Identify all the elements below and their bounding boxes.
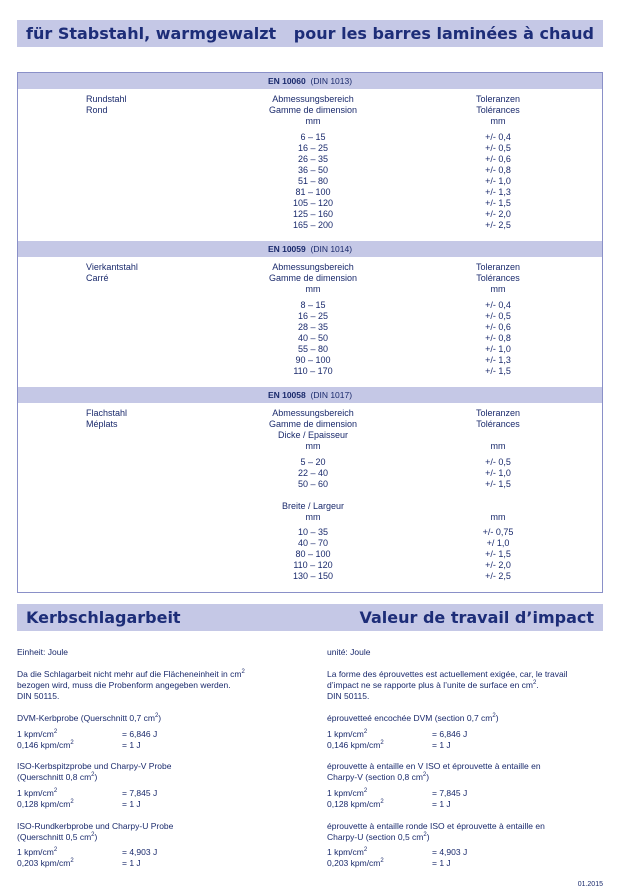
conv-key: 1 kpm/cm: [17, 788, 54, 798]
conv-value: = 4,903 J: [122, 847, 158, 857]
standard-code: EN 10060: [267, 76, 306, 86]
tolerance-cell: +/- 1,5: [485, 549, 511, 559]
conv-key: 0,203 kpm/cm: [327, 858, 381, 868]
section-header-en10060: [18, 73, 602, 89]
superscript: 2: [91, 772, 95, 779]
tolerance-cell: +/- 1,0: [485, 344, 511, 354]
tolerance-cell: +/- 0,75: [482, 527, 514, 537]
intro-fr: [327, 669, 568, 702]
range-cell: 40 – 50: [297, 333, 329, 343]
superscript: 2: [380, 858, 384, 865]
conv-value: = 1 J: [432, 858, 451, 868]
standard-code: EN 10058: [267, 390, 306, 400]
tolerance-header-line: Tolérances: [476, 419, 520, 429]
range-cell: 51 – 80: [297, 176, 329, 186]
range-header-line: mm: [305, 116, 321, 126]
range-cell: 130 – 150: [292, 571, 334, 581]
width-header-line: mm: [305, 512, 321, 522]
superscript: 2: [363, 788, 368, 795]
intro-line: DIN 50115.: [17, 691, 60, 701]
header-title-fr: pour les barres laminées à chaud: [293, 24, 594, 43]
range-header-line: Abmessungsbereich: [272, 408, 354, 418]
range-cell: 165 – 200: [292, 220, 334, 230]
range-cell: 90 – 100: [295, 355, 331, 365]
tolerance-list: [443, 132, 553, 231]
block-head-line: (Querschnitt 0,8 cm: [17, 772, 92, 782]
conversion-de: [17, 729, 157, 751]
standard-code: EN 10059: [267, 244, 306, 254]
width-range-list: [213, 527, 413, 582]
tolerance-cell: +/- 0,5: [485, 311, 511, 321]
width-tolerance-unit: mm: [490, 512, 506, 522]
tolerance-header: [443, 262, 553, 295]
tolerance-cell: +/- 2,0: [485, 560, 511, 570]
label-de: Rundstahl: [86, 94, 127, 104]
header-band: [17, 20, 603, 47]
range-header: [213, 262, 413, 295]
intro-line: DIN 50115.: [327, 691, 370, 701]
label-de: Vierkantstahl: [86, 262, 138, 272]
section-label: [86, 262, 138, 284]
tolerance-cell: +/- 1,5: [485, 198, 511, 208]
range-cell: 81 – 100: [295, 187, 331, 197]
block-head-line: ): [426, 832, 430, 842]
range-list: [213, 457, 413, 490]
conv-key: 1 kpm/cm: [327, 788, 364, 798]
range-list: [213, 132, 413, 231]
block-head-de: [17, 761, 172, 783]
range-cell: 110 – 170: [293, 366, 333, 376]
section-label: [86, 408, 127, 430]
unit-fr: unité: Joule: [327, 647, 371, 657]
range-header-line: Gamme de dimension: [268, 419, 358, 429]
conv-value: = 1 J: [122, 740, 141, 750]
tolerance-header: [443, 408, 553, 452]
range-header-line: Abmessungsbereich: [272, 262, 354, 272]
range-header: [213, 408, 413, 452]
range-cell: 50 – 60: [297, 479, 329, 489]
tolerance-header-line: Toleranzen: [475, 408, 521, 418]
section-header-en10058: [18, 387, 602, 403]
superscript: 2: [533, 680, 537, 687]
tolerance-list: [443, 300, 553, 377]
superscript: 2: [492, 713, 496, 720]
superscript: 2: [53, 847, 58, 854]
block-head-line: (Querschnitt 0,5 cm: [17, 832, 92, 842]
block-head-line: ): [495, 713, 499, 723]
range-cell: 8 – 15: [300, 300, 326, 310]
superscript: 2: [363, 729, 368, 736]
footer-date: 01.2015: [577, 881, 603, 888]
range-cell: 5 – 20: [300, 457, 326, 467]
intro-line: Da die Schlagarbeit nicht mehr auf die Flächeneinheit in cm: [17, 669, 242, 679]
tolerance-cell: +/- 0,4: [485, 300, 511, 310]
conv-value: = 1 J: [122, 799, 141, 809]
tolerance-cell: +/- 0,8: [485, 165, 511, 175]
tolerance-header-line: Toleranzen: [475, 262, 521, 272]
range-cell: 36 – 50: [297, 165, 329, 175]
tolerance-header-line: mm: [490, 116, 506, 126]
label-de: Flachstahl: [86, 408, 128, 418]
superscript: 2: [70, 799, 74, 806]
block-head-fr: [327, 821, 545, 843]
superscript: 2: [422, 772, 427, 779]
impact-title-de: Kerbschlagarbeit: [26, 608, 181, 627]
tolerance-cell: +/- 2,0: [485, 209, 511, 219]
superscript: 2: [70, 740, 74, 747]
conv-value: = 4,903 J: [432, 847, 468, 857]
tolerance-cell: +/- 0,6: [485, 322, 511, 332]
range-header-line: mm: [305, 284, 321, 294]
block-head-line: ISO-Rundkerbprobe und Charpy-U Probe: [17, 821, 174, 831]
range-cell: 80 – 100: [295, 549, 331, 559]
block-head-line: DVM-Kerbprobe (Querschnitt 0,7 cm: [17, 713, 155, 723]
superscript: 2: [91, 832, 95, 839]
conv-key: 1 kpm/cm: [327, 847, 364, 857]
tolerance-cell: +/- 0,6: [485, 154, 511, 164]
width-header: [213, 501, 413, 523]
range-cell: 40 – 70: [297, 538, 329, 548]
block-head-line: Charpy-V (section 0,8 cm: [327, 772, 423, 782]
tolerance-header-line: Toleranzen: [475, 94, 521, 104]
range-cell: 10 – 35: [297, 527, 329, 537]
superscript: 2: [380, 799, 384, 806]
tolerance-header-line: mm: [490, 284, 506, 294]
conv-key: 0,146 kpm/cm: [327, 740, 381, 750]
range-cell: 125 – 160: [292, 209, 334, 219]
tolerance-list: [443, 457, 553, 490]
intro-line: bezogen wird, muss die Probenform angegeben werden.: [17, 680, 231, 690]
label-fr: Rond: [86, 105, 108, 115]
unit-de: Einheit: Joule: [17, 647, 69, 657]
block-head-line: ): [158, 713, 162, 723]
range-cell: 26 – 35: [297, 154, 329, 164]
conversion-fr: [327, 729, 467, 751]
range-cell: 16 – 25: [297, 143, 329, 153]
label-fr: Carré: [86, 273, 109, 283]
range-cell: 105 – 120: [292, 198, 334, 208]
block-head-fr: [327, 761, 541, 783]
header-title-de: für Stabstahl, warmgewalzt: [26, 24, 277, 43]
range-header-line: mm: [305, 441, 321, 451]
conv-key: 1 kpm/cm: [17, 847, 54, 857]
intro-de: [17, 669, 245, 702]
section-header-en10059: [18, 241, 602, 257]
tolerance-cell: +/- 0,8: [485, 333, 511, 343]
tolerance-cell: +/ 1,0: [486, 538, 510, 548]
superscript: 2: [53, 788, 58, 795]
range-cell: 28 – 35: [297, 322, 329, 332]
range-cell: 6 – 15: [300, 132, 326, 142]
range-cell: 22 – 40: [297, 468, 329, 478]
range-header-line: Abmessungsbereich: [272, 94, 354, 104]
block-head-line: ): [426, 772, 430, 782]
block-head-de: [17, 821, 173, 843]
conv-key: 1 kpm/cm: [327, 729, 364, 739]
din-code: (DIN 1013): [310, 76, 353, 86]
section-label: [86, 94, 127, 116]
tolerance-cell: +/- 2,5: [485, 220, 511, 230]
tolerance-cell: +/- 1,3: [485, 355, 511, 365]
block-head-line: éprouvette à entaille ronde ISO et éprouvette à entaille en: [327, 821, 545, 831]
width-header-line: Breite / Largeur: [281, 501, 345, 511]
conv-key: 1 kpm/cm: [17, 729, 54, 739]
tolerance-cell: +/- 0,5: [485, 143, 511, 153]
superscript: 2: [363, 847, 368, 854]
superscript: 2: [53, 729, 58, 736]
conv-value: = 6,846 J: [122, 729, 158, 739]
superscript: 2: [70, 858, 74, 865]
tolerance-header-spacer: [443, 430, 553, 441]
width-tolerance-list: [443, 527, 553, 582]
conv-key: 0,146 kpm/cm: [17, 740, 71, 750]
tolerance-cell: +/- 1,5: [485, 366, 511, 376]
intro-line: La forme des éprouvettes est actuellement exigée, car, le travail: [327, 669, 568, 679]
superscript: 2: [380, 740, 384, 747]
conversion-fr: [327, 847, 467, 869]
conv-value: = 1 J: [122, 858, 141, 868]
tolerance-header: [443, 94, 553, 127]
range-header-line: Gamme de dimension: [268, 273, 358, 283]
din-code: (DIN 1017): [310, 390, 353, 400]
block-head-line: ISO-Kerbspitzprobe und Charpy-V Probe: [17, 761, 172, 771]
width-tolerance-header: [443, 512, 553, 523]
conv-key: 0,128 kpm/cm: [17, 799, 71, 809]
impact-band: [17, 604, 603, 631]
tolerance-cell: +/- 1,5: [485, 479, 511, 489]
conv-value: = 7,845 J: [122, 788, 158, 798]
range-cell: 110 – 120: [293, 560, 333, 570]
intro-line: .: [536, 680, 539, 690]
block-head-line: éprouvette à entaille en V ISO et éprouvette à entaille en: [327, 761, 541, 771]
conv-key: 0,203 kpm/cm: [17, 858, 71, 868]
range-header-line: Dicke / Epaisseur: [277, 430, 349, 440]
block-head-line: ): [94, 832, 98, 842]
block-head-line: Charpy-U (section 0,5 cm: [327, 832, 424, 842]
conv-value: = 1 J: [432, 799, 451, 809]
intro-line: d’impact ne se rapporte plus à l’unite de surface en cm: [327, 680, 534, 690]
block-head-line: ): [94, 772, 98, 782]
tolerance-header-line: Tolérances: [476, 273, 520, 283]
label-fr: Méplats: [86, 419, 118, 429]
range-list: [213, 300, 413, 377]
conv-value: = 1 J: [432, 740, 451, 750]
tolerance-header-line: mm: [490, 441, 506, 451]
superscript: 2: [241, 669, 245, 676]
impact-title-fr: Valeur de travail d’impact: [359, 608, 594, 627]
block-head-line: éprouvetteé encochée DVM (section 0,7 cm: [327, 713, 493, 723]
superscript: 2: [423, 832, 427, 839]
conv-key: 0,128 kpm/cm: [327, 799, 381, 809]
din-code: (DIN 1014): [310, 244, 353, 254]
conv-value: = 7,845 J: [432, 788, 468, 798]
tolerance-cell: +/- 1,0: [485, 468, 511, 478]
range-header-line: Gamme de dimension: [268, 105, 358, 115]
block-head-de: [17, 713, 161, 724]
tolerance-cell: +/- 2,5: [485, 571, 511, 581]
conversion-de: [17, 847, 157, 869]
tolerance-cell: +/- 0,5: [485, 457, 511, 467]
tolerance-table: [17, 72, 603, 593]
superscript: 2: [154, 713, 159, 720]
conv-value: = 6,846 J: [432, 729, 468, 739]
tolerance-cell: +/- 0,4: [485, 132, 511, 142]
conversion-de: [17, 788, 157, 810]
block-head-fr: [327, 713, 499, 724]
tolerance-header-line: Tolérances: [476, 105, 520, 115]
range-cell: 16 – 25: [297, 311, 329, 321]
range-cell: 55 – 80: [297, 344, 329, 354]
tolerance-cell: +/- 1,0: [485, 176, 511, 186]
tolerance-cell: +/- 1,3: [485, 187, 511, 197]
range-header: [213, 94, 413, 127]
conversion-fr: [327, 788, 467, 810]
